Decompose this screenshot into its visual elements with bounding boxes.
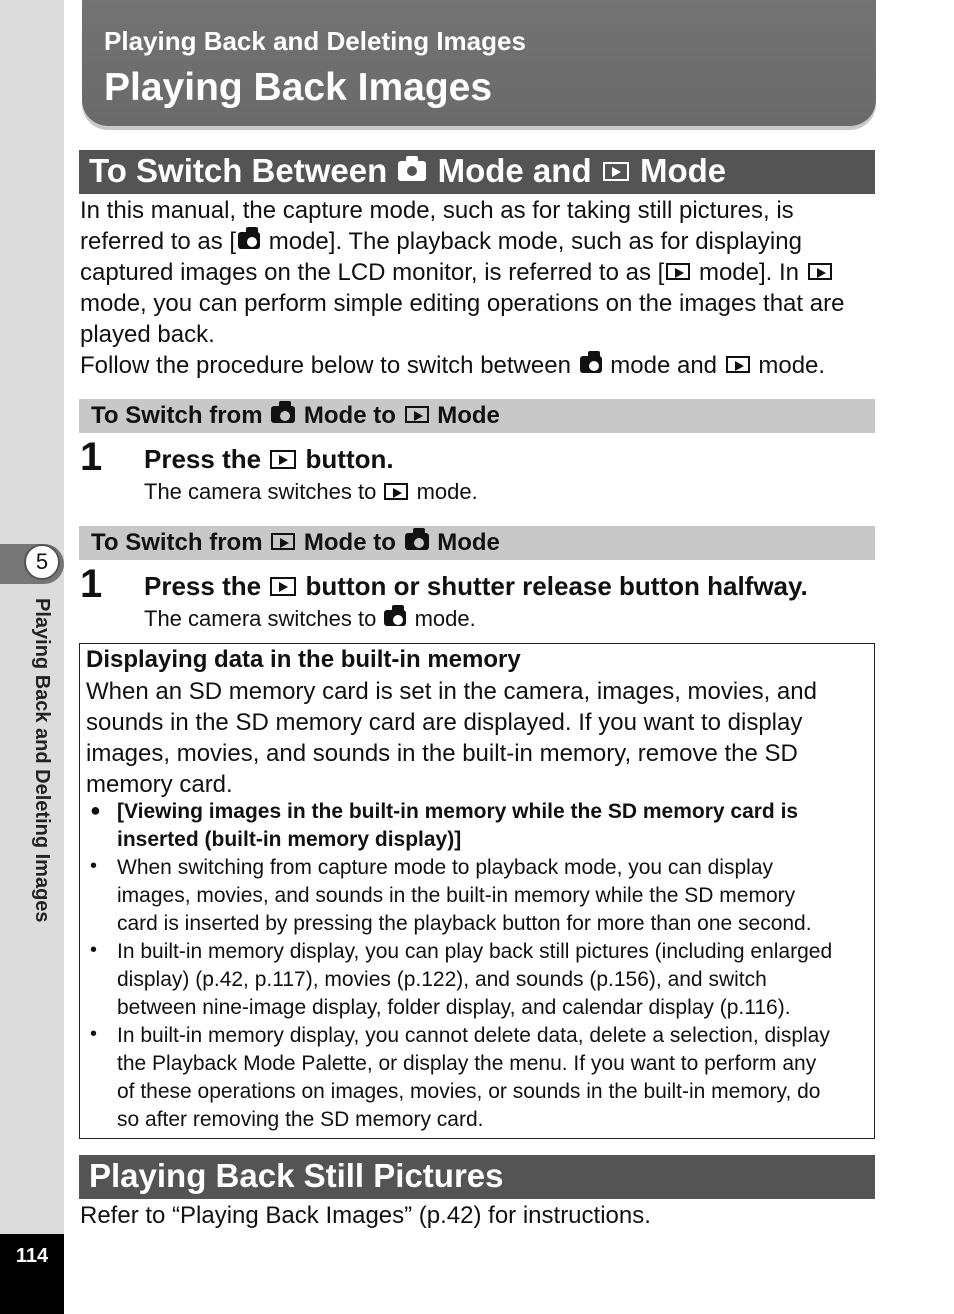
camera-icon [580, 356, 602, 373]
section-title-part: Mode and [437, 152, 592, 189]
page-header [82, 0, 876, 126]
playback-icon [405, 406, 429, 423]
playback-button-icon [270, 450, 296, 469]
memo-sub-bullet: When switching from capture mode to playback mode, you can display images, movies, and sounds in the built-in memory while the SD memory card is inserted by pressing the playback button for more than one second. [117, 856, 812, 935]
section-title-part: Mode [639, 152, 727, 189]
chapter-side-title: Playing Back and Deleting Images [31, 598, 53, 923]
subheading-part: Mode to [303, 402, 396, 429]
camera-icon [405, 533, 429, 550]
intro-line: captured images on the LCD monitor, is referred to as [ mode]. In [80, 257, 880, 288]
camera-icon [398, 161, 426, 181]
subheading-camera-to-playback [79, 399, 875, 433]
step-description: The camera switches to mode. [144, 606, 476, 631]
intro-line: In this manual, the capture mode, such as for taking still pictures, is [80, 197, 794, 224]
intro-paragraph [80, 195, 880, 381]
intro-line: mode, you can perform simple editing operations on the images that are [80, 290, 845, 317]
playback-icon [271, 533, 295, 550]
memo-line: When an SD memory card is set in the camera, images, movies, and [86, 678, 817, 705]
playback-icon [666, 263, 690, 280]
subheading-part: To Switch from [91, 402, 263, 429]
step-number: 1 [80, 562, 103, 606]
intro-line: Follow the procedure below to switch between mode and mode. [80, 352, 826, 379]
step-number: 1 [80, 435, 103, 479]
bullet-dot: • [90, 855, 98, 877]
playback-icon [808, 263, 832, 280]
subheading-part: To Switch from [91, 529, 263, 556]
playback-icon [726, 356, 750, 373]
memo-sub-bullet: In built-in memory display, you cannot delete data, delete a selection, display the Playback Mode Palette, or display the menu. If you want to perform any of these operations on images, movies, or sounds in the built-in memory, do so after removing the SD memory card. [117, 1024, 830, 1131]
page-title: Playing Back Images [104, 66, 493, 109]
camera-icon [384, 610, 406, 626]
memo-sub-bullet: In built-in memory display, you can play back still pictures (including enlarged display) (p.42, p.117), movies (p.122), and sounds (p.156), and switch between nine-image display, folder display, and calendar display (p.116). [117, 940, 833, 1019]
subheading-playback-to-camera [79, 526, 875, 560]
memo-heading: Displaying data in the built-in memory [86, 646, 521, 673]
bullet-dot: • [90, 1023, 98, 1045]
playback-button-icon [270, 577, 296, 596]
playback-icon [603, 162, 629, 181]
memo-body [86, 676, 866, 800]
memo-main-bullet: [Viewing images in the built-in memory while the SD memory card is inserted (built-in memory display)] [117, 800, 799, 851]
section-heading-switch-modes [79, 150, 875, 194]
memo-line: sounds in the SD memory card are displayed. If you want to display [86, 709, 803, 736]
intro-line: played back. [80, 321, 215, 348]
subheading-part: Mode [437, 402, 500, 429]
header-subtitle: Playing Back and Deleting Images [104, 26, 526, 56]
step-title: Press the button or shutter release button halfway. [144, 571, 808, 601]
camera-icon [271, 406, 295, 423]
playback-icon [384, 483, 408, 500]
subheading-part: Mode to [303, 529, 396, 556]
step-description: The camera switches to mode. [144, 479, 478, 504]
chapter-number: 5 [24, 544, 60, 580]
intro-line: referred to as [ mode]. The playback mode, such as for displaying [80, 228, 802, 255]
camera-icon [238, 232, 260, 249]
memo-line: memory card. [86, 771, 233, 798]
bullet-dot: ● [90, 800, 101, 820]
memo-line: images, movies, and sounds in the built-in memory, remove the SD [86, 740, 798, 767]
section-title-part: To Switch Between [89, 152, 388, 189]
section-text: Refer to “Playing Back Images” (p.42) for instructions. [80, 1202, 651, 1229]
section-heading-still-pictures: Playing Back Still Pictures [79, 1155, 875, 1199]
memo-box [79, 643, 875, 1139]
subheading-part: Mode [437, 529, 500, 556]
page-number: 114 [0, 1234, 64, 1314]
step-title: Press the button. [144, 444, 394, 474]
bullet-dot: • [90, 939, 98, 961]
